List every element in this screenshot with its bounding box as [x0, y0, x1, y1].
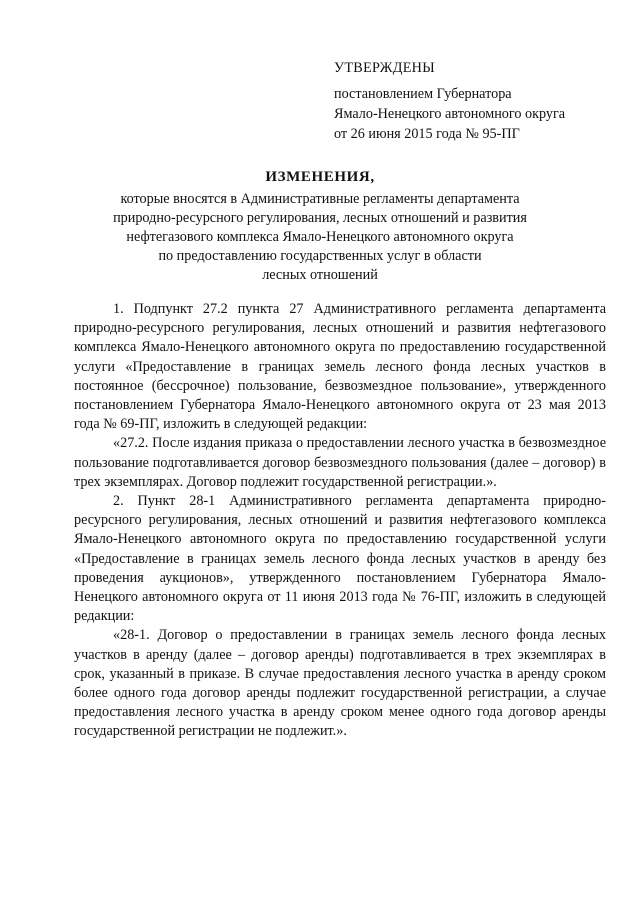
document-title: ИЗМЕНЕНИЯ,	[265, 169, 375, 185]
paragraph-quote-27-2: «27.2. После издания приказа о предоставлении лесного участка в безвозмездное пользование подготавливается договор безвозмездного пользования (далее – договор) в трех экземплярах. Договор подлежит государственной регистрации.».	[74, 435, 606, 490]
document-body	[74, 300, 606, 742]
paragraph-quote-28-1: «28-1. Договор о предоставлении в границах земель лесного фонда лесных участков в аренду (далее – договор аренды) подготавливается в трех экземплярах в срок, указанный в приказе. В случае предоставления лесного участка в аренду сроком более одного года договор аренды подлежит государственной регистрации, а случае предоставления лесного участка в аренду сроком менее одного года договор аренды государственной регистрации не подлежит.».	[74, 627, 606, 740]
approval-line: Ямало-Ненецкого автономного округа	[334, 106, 566, 122]
approval-line: постановлением Губернатора	[334, 86, 512, 102]
approval-heading: УТВЕРЖДЕНЫ	[334, 60, 435, 76]
paragraph-item-1: 1. Подпункт 27.2 пункта 27 Административного регламента департамента природно-ресурсного регулирования, лесных отношений и развития нефтегазового комплекса Ямало-Ненецкого автономного округа по предоставлению государственной услуги «Предоставление в границах земель лесного фонда лесных участков в постоянное (бессрочное) пользование, безвозмездное пользование», утвержденного постановлением Губернатора Ямало-Ненецкого автономного округа от 23 мая 2013 года № 69-ПГ, изложить в следующей редакции:	[74, 301, 606, 433]
document-subtitle-line: природно-ресурсного регулирования, лесных отношений и развития	[113, 210, 527, 226]
document-subtitle-line: лесных отношений	[262, 267, 378, 283]
document-title-block	[60, 168, 580, 285]
document-subtitle-line: которые вносятся в Административные регламенты департамента	[120, 191, 520, 207]
approval-block	[334, 58, 624, 144]
paragraph-item-2: 2. Пункт 28-1 Административного регламента департамента природно-ресурсного регулирования, лесных отношений и развития нефтегазового комплекса Ямало-Ненецкого автономного округа по предоставлению государственной услуги «Предоставление в границах земель лесного фонда лесных участков в аренду без проведения аукционов», утвержденного постановлением Губернатора Ямало-Ненецкого автономного округа от 11 июня 2013 года № 76-ПГ, изложить в следующей редакции:	[74, 493, 606, 625]
approval-line: от 26 июня 2015 года № 95-ПГ	[334, 126, 520, 142]
document-subtitle-line: нефтегазового комплекса Ямало-Ненецкого автономного округа	[126, 229, 514, 245]
document-subtitle-line: по предоставлению государственных услуг в области	[158, 248, 482, 264]
